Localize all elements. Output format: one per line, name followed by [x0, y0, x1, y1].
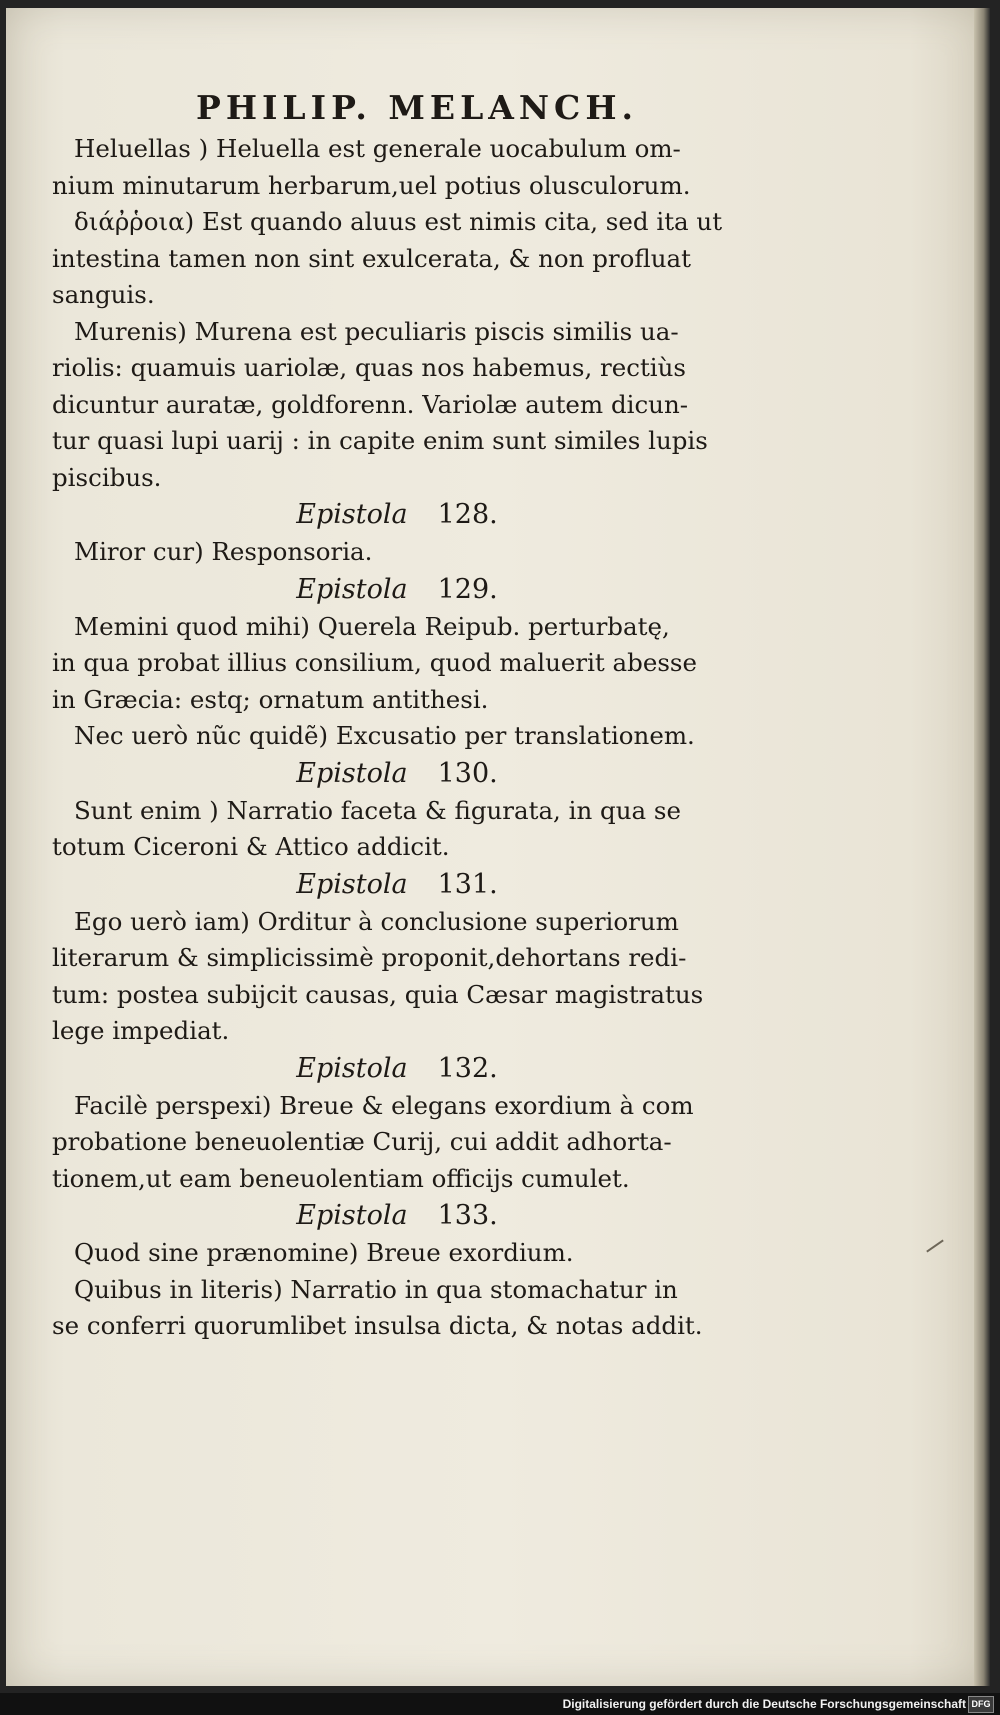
epistola-label: Epistola — [296, 499, 408, 530]
text-line: Nec uerò nũc quidẽ) Excusatio per translationem. — [74, 721, 695, 750]
epistola-heading — [52, 571, 742, 609]
intro-paragraphs — [52, 131, 742, 496]
text-line: riolis: quamuis uariolæ, quas nos habemus, rectiùs — [52, 353, 686, 382]
text-line: tur quasi lupi uarij : in capite enim sunt similes lupis — [52, 426, 708, 455]
epistola-heading — [52, 496, 742, 534]
epistola-number: 128. — [437, 499, 498, 530]
text-line: nium minutarum herbarum,uel potius olusculorum. — [52, 170, 691, 200]
epistola-label: Epistola — [296, 1052, 408, 1084]
epistola-heading — [52, 755, 742, 793]
text-line: in qua probat illius consilium, quod maluerit abesse — [52, 648, 697, 677]
epistola-heading — [52, 1050, 742, 1088]
text-line: piscibus. — [52, 462, 162, 492]
text-line: Memini quod mihi) Querela Reipub. perturbatę, — [74, 611, 670, 641]
text-line: se conferri quorumlibet insulsa dicta, & notas addit. — [52, 1311, 703, 1340]
text-line: διάῤῥοια) Est quando aluus est nimis cita, sed ita ut — [74, 207, 723, 236]
text-line: intestina tamen non sint exulcerata, & non profluat — [52, 243, 691, 273]
epistola-heading — [52, 1197, 742, 1235]
epistola-label: Epistola — [296, 868, 408, 900]
text-line: probatione beneuolentiæ Curij, cui addit adhorta- — [52, 1127, 672, 1156]
text-line: Miror cur) Responsoria. — [74, 537, 373, 566]
epistola-number: 131. — [437, 868, 498, 900]
dfg-logo: DFG — [968, 1696, 994, 1713]
epistola-sections — [52, 496, 742, 1345]
text-line: literarum & simplicissimè proponit,dehortans redi- — [52, 943, 687, 972]
text-line: Murenis) Murena est peculiaris piscis similis ua- — [74, 316, 679, 346]
page-text — [52, 88, 742, 1345]
text-line: Sunt enim ) Narratio faceta & figurata, in qua se — [74, 795, 681, 825]
text-line: Ego uerò iam) Orditur à conclusione superiorum — [74, 906, 679, 936]
epistola-label: Epistola — [296, 757, 408, 789]
running-head: PHILIP. MELANCH. — [196, 88, 638, 127]
text-line: Quod sine prænomine) Breue exordium. — [74, 1238, 574, 1267]
text-line: lege impediat. — [52, 1016, 230, 1045]
text-line: sanguis. — [52, 280, 155, 309]
text-line: tionem,ut eam beneuolentiam officijs cumulet. — [52, 1163, 630, 1193]
text-line: tum: postea subijcit causas, quia Cæsar magistratus — [52, 979, 704, 1009]
text-line: Quibus in literis) Narratio in qua stomachatur in — [74, 1274, 678, 1304]
text-line: in Græcia: estq; ornatum antithesi. — [52, 684, 489, 714]
text-line: totum Ciceroni & Attico addicit. — [52, 832, 450, 861]
epistola-label: Epistola — [296, 573, 408, 605]
epistola-label: Epistola — [296, 1200, 408, 1231]
page-edge — [974, 8, 990, 1686]
footer-credit: Digitalisierung gefördert durch die Deutsche Forschungsgemeinschaft — [562, 1697, 966, 1711]
epistola-heading — [52, 866, 742, 904]
text-line: Heluellas ) Heluella est generale uocabulum om- — [74, 134, 681, 163]
epistola-number: 129. — [437, 573, 498, 605]
epistola-number: 132. — [437, 1052, 498, 1084]
text-line: dicuntur auratæ, goldforenn. Variolæ autem dicun- — [52, 389, 689, 419]
epistola-number: 130. — [437, 757, 498, 789]
epistola-number: 133. — [437, 1200, 498, 1231]
text-line: Facilè perspexi) Breue & elegans exordium à com — [74, 1090, 694, 1120]
